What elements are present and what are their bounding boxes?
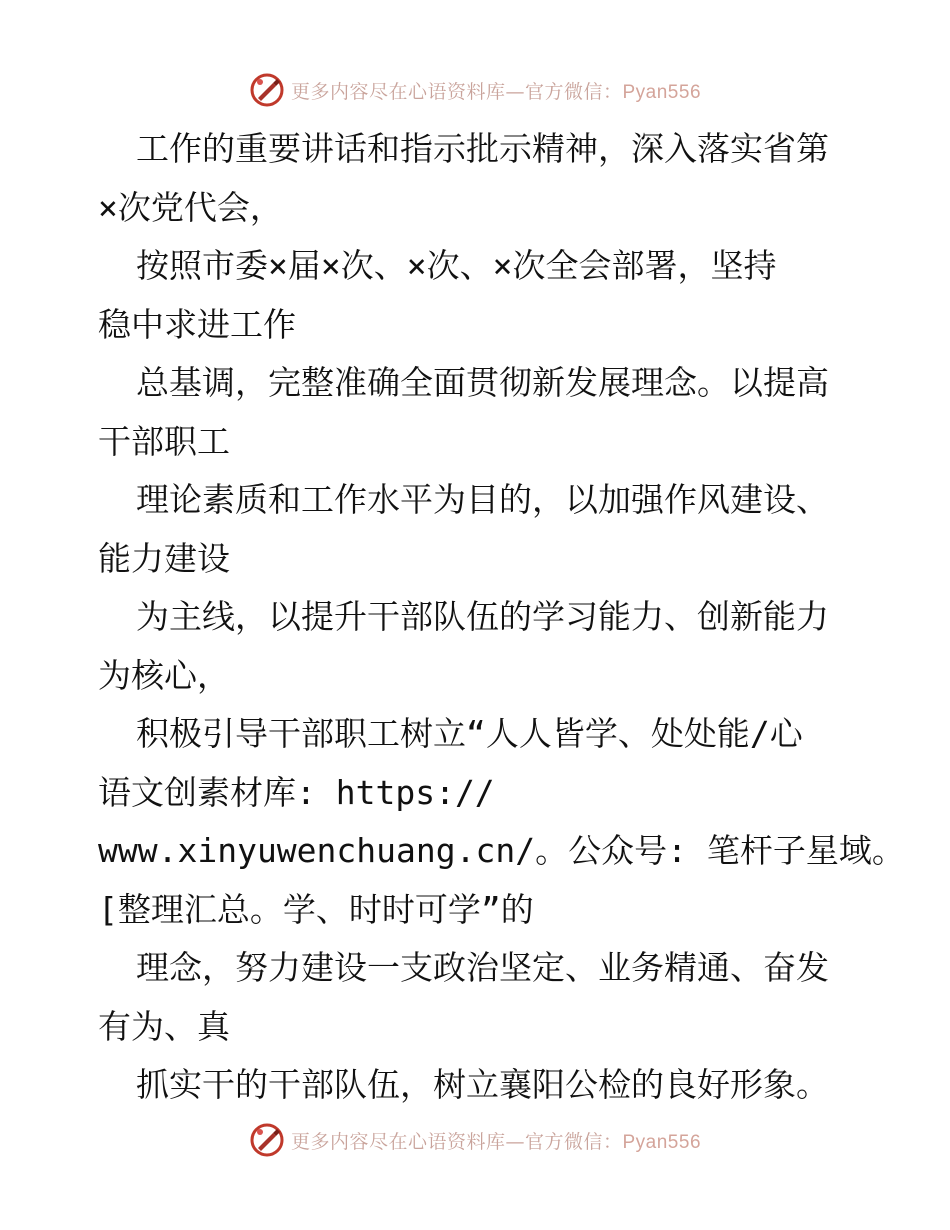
text-line: [整理汇总。学、时时可学”的 [98, 889, 534, 929]
text-line: 能力建设 [98, 538, 230, 578]
text-line: 理念，努力建设一支政治坚定、业务精通、奋发 [136, 948, 829, 987]
text-line: ×次党代会， [98, 187, 283, 227]
pen-logo-icon [249, 1122, 285, 1158]
watermark-text: 更多内容尽在心语资料库—官方微信：Pyan556 [290, 80, 702, 103]
document-body [98, 120, 905, 1115]
footer-watermark [0, 1120, 950, 1160]
text-line: 总基调，完整准确全面贯彻新发展理念。以提高 [136, 363, 829, 402]
text-line: 稳中求进工作 [98, 304, 296, 344]
text-line: 抓实干的干部队伍，树立襄阳公检的良好形象。 [136, 1065, 829, 1104]
text-line: www.xinyuwenchuang.cn/。公众号: 笔杆子星域。 [98, 831, 905, 870]
watermark-text: 更多内容尽在心语资料库—官方微信：Pyan556 [290, 1130, 702, 1153]
pen-logo-icon [249, 72, 285, 108]
text-line: 为主线，以提升干部队伍的学习能力、创新能力 [136, 597, 829, 636]
text-line: 干部职工 [98, 421, 230, 461]
text-line: 按照市委×届×次、×次、×次全会部署，坚持 [136, 246, 777, 285]
text-line: 工作的重要讲话和指示批示精神，深入落实省第 [136, 129, 829, 168]
text-line: 为核心， [98, 655, 230, 695]
text-line: 理论素质和工作水平为目的，以加强作风建设、 [136, 480, 829, 519]
text-line: 积极引导干部职工树立“人人皆学、处处能/心 [136, 714, 803, 753]
text-line: 有为、真 [98, 1006, 230, 1046]
header-watermark [0, 70, 950, 110]
text-line: 语文创素材库: https:// [98, 772, 495, 812]
